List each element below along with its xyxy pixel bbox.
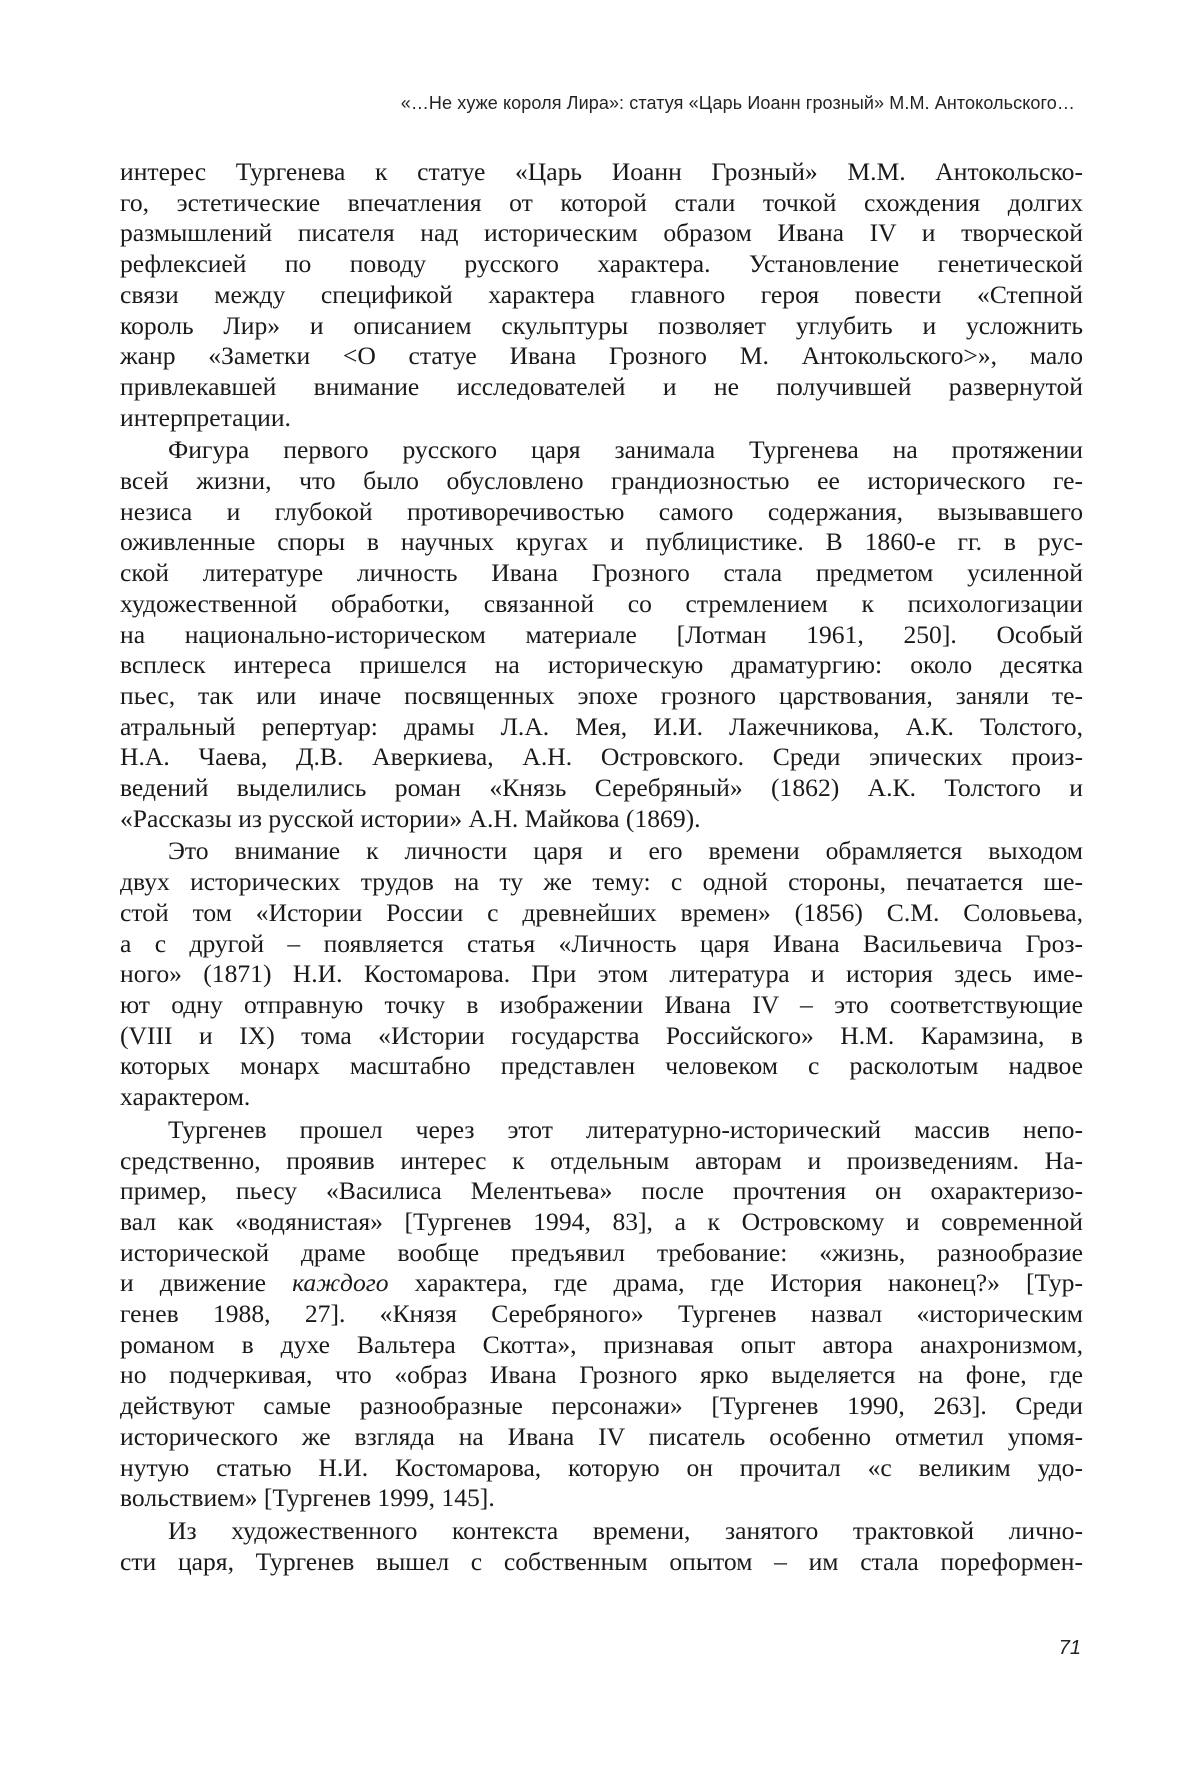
text-line: исторического же взгляда на Ивана IV писатель особенно отметил упомя- [120,1421,1083,1451]
text-line: художественной обработки, связанной со стремлением к психологизации [120,588,1083,618]
text-line: рефлексией по поводу русского характера. Установление генетической [120,249,1083,279]
text-line: Из художественного контекста времени, занятого трактовкой лично- [168,1515,1083,1545]
text-line: король Лир» и описанием скульптуры позволяет углубить и усложнить [120,310,1083,340]
body-text [120,157,1083,1577]
paragraph-4 [120,1115,1083,1514]
italic-word: каждого [292,1268,389,1298]
page-number: 71 [1058,1637,1081,1659]
text-line: привлекавшей внимание исследователей и не получившей развернутой [120,371,1083,401]
text-line: незиса и глубокой противоречивостью самого содержания, вызывавшего [120,496,1083,526]
paragraph-1 [120,157,1083,433]
text-line: стой том «Истории России с древнейших времен» (1856) С.М. Соловьева, [120,897,1083,927]
text-line: жанр «Заметки <О статуе Ивана Грозного М. Антокольского>», мало [120,341,1083,371]
text-line: вал как «водянистая» [Тургенев 1994, 83], а к Островскому и современной [120,1206,1083,1236]
text-line: действуют самые разнообразные персонажи» [Тургенев 1990, 263]. Среди [120,1391,1083,1421]
text-line: Тургенев прошел через этот литературно-исторический массив непо- [168,1114,1083,1144]
text-line: но подчеркивая, что «образ Ивана Грозного ярко выделяется на фоне, где [120,1360,1083,1390]
text-line: вольствием» [Тургенев 1999, 145]. [120,1483,495,1513]
text-line: (VIII и IX) тома «Истории государства Российского» Н.М. Карамзина, в [120,1020,1083,1050]
paragraph-3 [120,836,1083,1112]
text-line: сти царя, Тургенев вышел с собственным опытом – им стала пореформен- [120,1546,1083,1576]
text-line: пример, пьесу «Василиса Мелентьева» после прочтения он охарактеризо- [120,1176,1083,1206]
text-line: романом в духе Вальтера Скотта», признавая опыт автора анахронизмом, [120,1329,1083,1359]
text-line: интерпретации. [120,402,291,432]
text-line: нутую статью Н.И. Костомарова, которую он прочитал «с великим удо- [120,1452,1083,1482]
text-line: а с другой – появляется статья «Личность царя Ивана Васильевича Гроз- [120,928,1083,958]
paragraph-5 [120,1516,1083,1577]
paragraph-2 [120,435,1083,834]
text-line: ного» (1871) Н.И. Костомарова. При этом литература и история здесь име- [120,959,1083,989]
text-line: всей жизни, что было обусловлено грандиозностью ее исторического ге- [120,466,1083,496]
text-line: на национально-историческом материале [Лотман 1961, 250]. Особый [120,619,1083,649]
text-line: средственно, проявив интерес к отдельным авторам и произведениям. На- [120,1145,1083,1175]
running-head: «…Не хуже короля Лира»: статуя «Царь Иоанн грозный» М.М. Антокольского… [400,93,1075,113]
text-line: размышлений писателя над историческим образом Ивана IV и творческой [120,218,1083,248]
text-line: ской литературе личность Ивана Грозного стала предметом усиленной [120,558,1083,588]
text-line: интерес Тургенева к статуе «Царь Иоанн Грозный» М.М. Антокольско- [120,157,1083,186]
text-line: атральный репертуар: драмы Л.А. Мея, И.И. Лажечникова, А.К. Толстого, [120,711,1083,741]
text-run: и движение [120,1268,293,1298]
text-run: характера, где драма, где История наконец?» [Тур- [388,1268,1083,1298]
text-line [120,1268,1083,1299]
text-line: связи между спецификой характера главного героя повести «Степной [120,279,1083,309]
text-line: Это внимание к личности царя и его времени обрамляется выходом [168,836,1083,866]
text-line: Фигура первого русского царя занимала Тургенева на протяжении [168,435,1083,465]
text-line: ют одну отправную точку в изображении Ивана IV – это соответствующие [120,989,1083,1019]
text-line: генев 1988, 27]. «Князя Серебряного» Тургенев назвал «историческим [120,1299,1083,1329]
text-line: ведений выделились роман «Князь Серебряный» (1862) А.К. Толстого и [120,773,1083,803]
text-line: Н.А. Чаева, Д.В. Аверкиева, А.Н. Островского. Среди эпических произ- [120,742,1083,772]
text-line: пьес, так или иначе посвященных эпохе грозного царствования, заняли те- [120,680,1083,710]
text-line: характером. [120,1082,251,1112]
text-line: исторической драме вообще предъявил требование: «жизнь, разнообразие [120,1237,1083,1267]
text-line: которых монарх масштабно представлен человеком с расколотым надвое [120,1051,1083,1081]
text-line: го, эстетические впечатления от которой стали точкой схождения долгих [120,187,1083,217]
text-line: «Рассказы из русской истории» А.Н. Майкова (1869). [120,803,701,833]
text-line: оживленные споры в научных кругах и публицистике. В 1860-е гг. в рус- [120,527,1083,557]
text-line: всплеск интереса пришелся на историческую драматургию: около десятка [120,650,1083,680]
text-line: двух исторических трудов на ту же тему: с одной стороны, печатается ше- [120,867,1083,897]
